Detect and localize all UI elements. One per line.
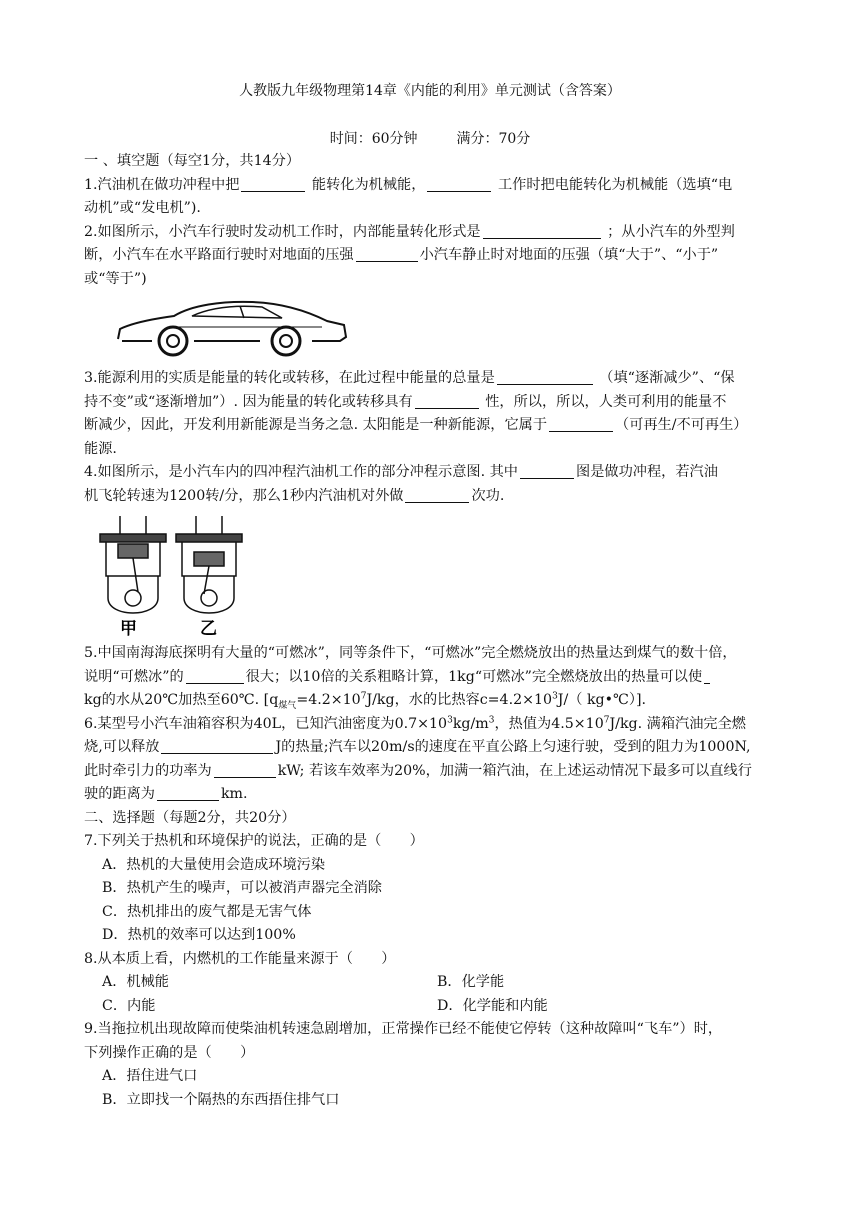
answer-blank[interactable] [497, 368, 593, 385]
exam-meta [0, 128, 860, 148]
option-b[interactable]: B．化学能 [437, 974, 505, 990]
answer-blank[interactable] [356, 245, 418, 262]
question-5-cont: 说明“可燃冰”的 很大；以10倍的关系粗略计算，1kg“可燃冰”完全燃烧放出的热量可以使 [84, 666, 778, 690]
answer-blank[interactable] [427, 175, 491, 192]
option-a[interactable]: A．捂住进气口 [102, 1068, 198, 1084]
engine-stroke-figure [98, 514, 778, 636]
figure-label-yi: 乙 [200, 619, 217, 636]
question-2: 2.如图所示，小汽车行驶时发动机工作时，内部能量转化形式是 ；从小汽车的外型判 [84, 223, 735, 240]
question-3-cont2: 断减少，因此，开发利用新能源是当务之急. 太阳能是一种新能源，它属于 （可再生/不可再生） [84, 417, 748, 433]
document-body [84, 150, 778, 1112]
exam-score: 满分：70分 [456, 131, 531, 147]
question-3-cont3: 能源. [84, 440, 117, 457]
options-row [84, 995, 778, 1019]
question-9: 9.当拖拉机出现故障而使柴油机转速急剧增加，正常操作已经不能使它停转（这种故障叫“飞车”）时， [84, 1021, 723, 1037]
options-row [84, 971, 778, 995]
question-9-cont: 下列操作正确的是（ ） [84, 1044, 255, 1061]
question-4-cont: 机飞轮转速为1200转/分，那么1秒内汽油机对外做 次功. [84, 487, 505, 504]
answer-blank[interactable] [157, 784, 219, 801]
sports-car-illustration [112, 297, 352, 357]
answer-blank[interactable] [549, 415, 613, 432]
option-c[interactable]: C．内能 [102, 997, 156, 1014]
question-2-cont: 断，小汽车在水平路面行驶时对地面的压强 小汽车静止时对地面的压强（填“大于”、“小于” [84, 247, 719, 263]
answer-blank[interactable] [214, 761, 276, 778]
question-6-cont3: 驶的距离为 km. [84, 786, 248, 802]
option-b[interactable]: B．立即找一个隔热的东西捂住排气口 [102, 1091, 340, 1108]
question-8: 8.从本质上看，内燃机的工作能量来源于（ ） [84, 950, 396, 967]
option-c[interactable]: C．热机排出的废气都是无害气体 [102, 903, 312, 920]
answer-blank[interactable] [415, 392, 479, 409]
question-7: 7.下列关于热机和环境保护的说法，正确的是（ ） [84, 833, 424, 849]
answer-blank[interactable] [241, 175, 305, 192]
option-d[interactable]: D．热机的效率可以达到100% [102, 927, 296, 943]
car-figure [112, 297, 778, 361]
answer-blank[interactable] [186, 667, 244, 684]
answer-blank[interactable] [405, 486, 469, 503]
option-d[interactable]: D．化学能和内能 [437, 997, 548, 1014]
section-heading: 二、选择题（每题2分，共20分） [84, 809, 296, 826]
question-2-cont2: 或“等于”) [84, 270, 147, 287]
question-3-cont: 持不变”或“逐渐增加”）. 因为能量的转化或转移具有 性，所以，所以，人类可利用的能量不 [84, 393, 727, 410]
answer-blank[interactable] [520, 462, 574, 479]
question-1: 1.汽油机在做功冲程中把 能转化为机械能， 工作时把电能转化为机械能（选填“电 [84, 176, 733, 193]
question-5-cont2: kg的水从20℃加热至60℃. [$q_{煤气}=4.2\times 10^7J/kg$，水的比热容$c=4.2\times 10^3J/$（ kg•℃）]. [84, 691, 647, 711]
question-6: 6.某型号小汽车油箱容积为40L，已知汽油密度为$0.7\times 10^3kg/m^3$，热值为$4.5\times 10^7J/kg$. 满箱汽油完全燃 [84, 714, 746, 732]
answer-blank[interactable] [161, 737, 273, 754]
answer-blank[interactable] [483, 222, 601, 239]
question-5: 5.中国南海海底探明有大量的“可燃冰”，同等条件下，“可燃冰”完全燃烧放出的热量达到煤气的数十倍， [84, 645, 737, 661]
question-6-cont2: 此时牵引力的功率为 kW; 若该车效率为20%，加满一箱汽油，在上述运动情况下最多可以直线行 [84, 762, 752, 779]
option-a[interactable]: A．机械能 [102, 974, 169, 990]
question-3: 3.能源利用的实质是能量的转化或转移，在此过程中能量的总量是 （填“逐渐减少”、“保 [84, 370, 735, 386]
question-6-cont: 烧,可以释放 J的热量;汽车以20m/s的速度在平直公路上匀速行驶，受到的阻力为1000N, [84, 739, 751, 755]
section-heading: 一 、填空题（每空1分，共14分） [84, 153, 301, 169]
figure-label-jia: 甲 [120, 619, 137, 636]
question-4: 4.如图所示，是小汽车内的四冲程汽油机工作的部分冲程示意图. 其中 图是做功冲程，若汽油 [84, 464, 718, 480]
option-b[interactable]: B．热机产生的噪声，可以被消声器完全消除 [102, 880, 382, 896]
engine-diagram [98, 514, 258, 636]
document-title: 人教版九年级物理第14章《内能的利用》单元测试（含答案） [239, 83, 621, 99]
question-1-cont: 动机”或“发电机”). [84, 200, 201, 216]
option-a[interactable]: A．热机的大量使用会造成环境污染 [102, 856, 326, 873]
answer-blank[interactable] [704, 667, 710, 684]
exam-time: 时间：60分钟 [329, 131, 418, 147]
